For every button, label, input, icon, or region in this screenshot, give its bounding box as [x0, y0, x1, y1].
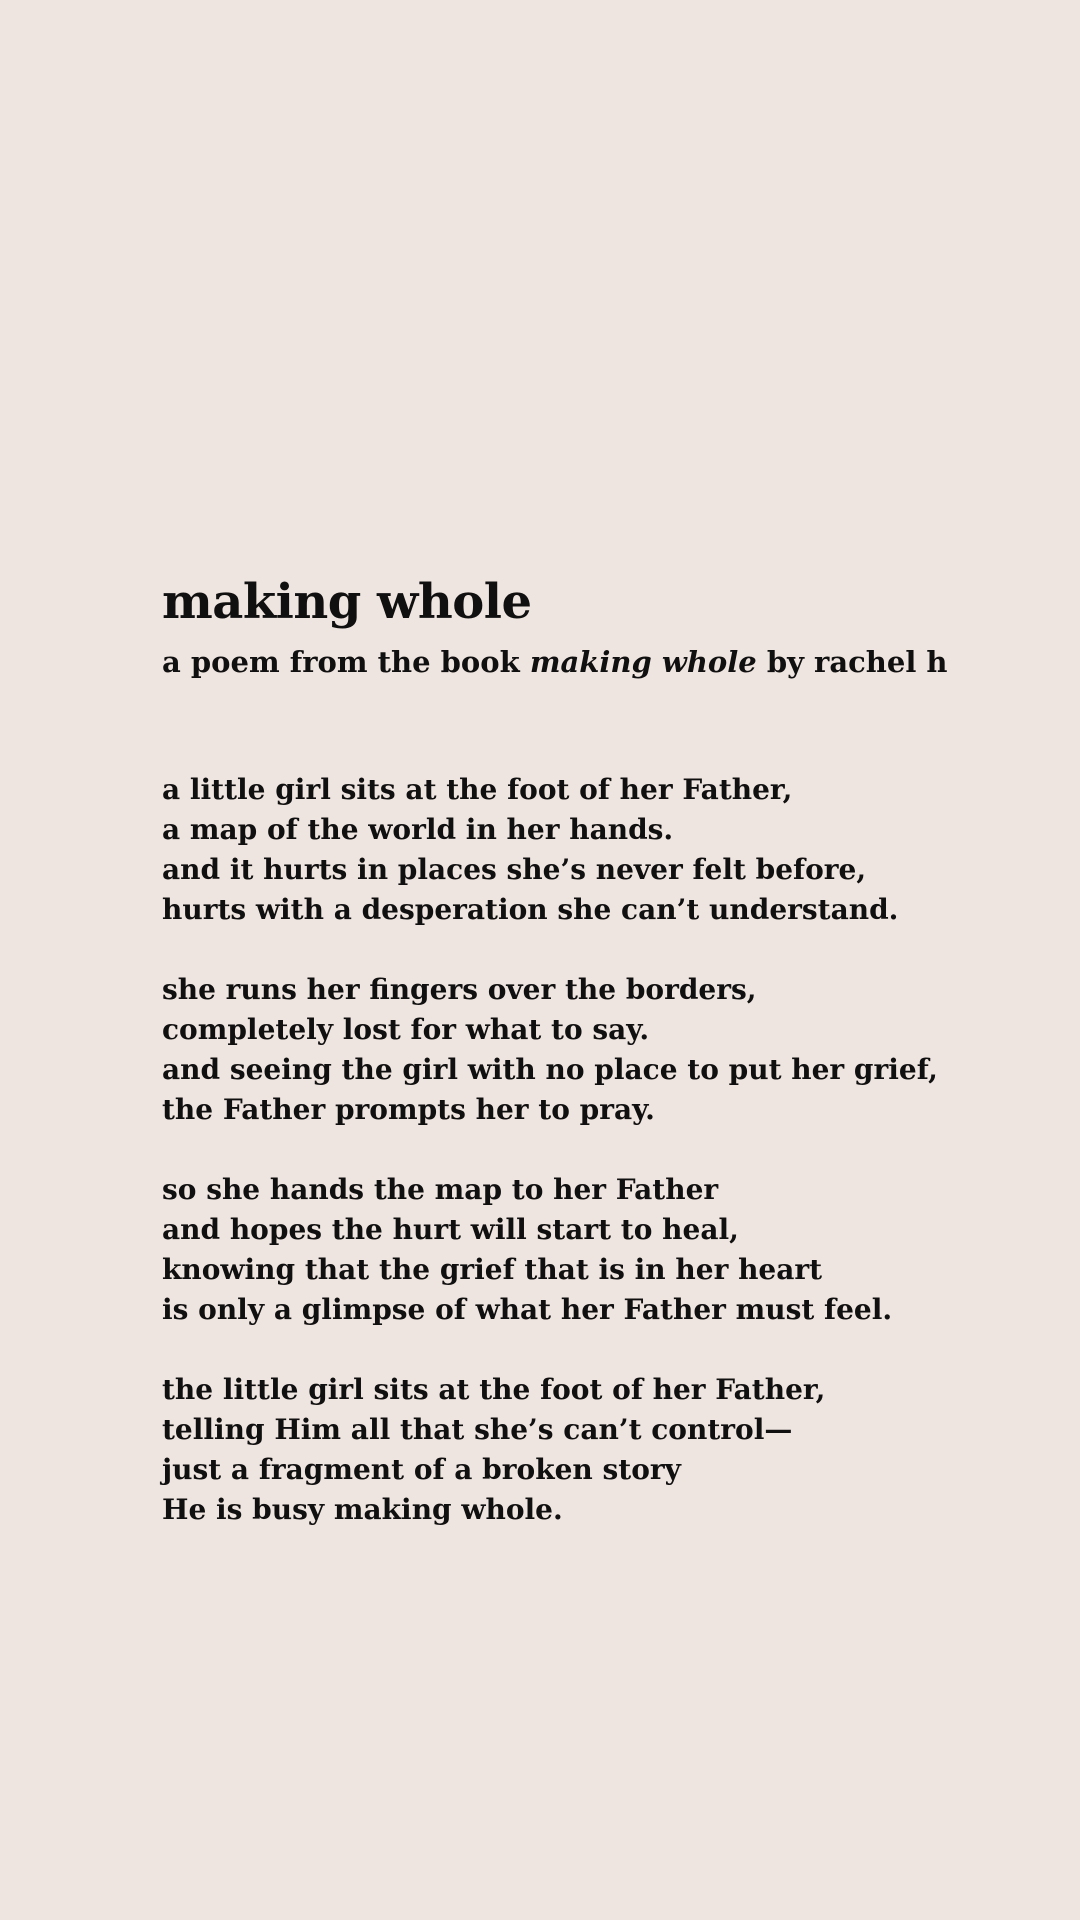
stanza-3 — [162, 1170, 1042, 1330]
poem-line: so she hands the map to her Father — [162, 1173, 719, 1206]
poem-line: and seeing the girl with no place to put her grief, — [162, 1053, 938, 1086]
poem-line: just a fragment of a broken story — [162, 1453, 681, 1486]
poem-line: is only a glimpse of what her Father must feel. — [162, 1293, 893, 1326]
poem-line: and it hurts in places she’s never felt before, — [162, 853, 867, 886]
poem-line: the Father prompts her to pray. — [162, 1093, 655, 1126]
subtitle-prefix: a poem from the book — [162, 645, 520, 679]
poem-page — [162, 570, 1042, 1570]
subtitle-book-title: making whole — [529, 645, 757, 679]
poem-line: the little girl sits at the foot of her Father, — [162, 1373, 826, 1406]
poem-line: hurts with a desperation she can’t understand. — [162, 893, 899, 926]
poem-line: and hopes the hurt will start to heal, — [162, 1213, 739, 1246]
stanza-1 — [162, 770, 1042, 930]
poem-body — [162, 770, 1042, 1530]
subtitle-author: by rachel h — [766, 645, 948, 679]
poem-line: completely lost for what to say. — [162, 1013, 650, 1046]
stanza-4 — [162, 1370, 1042, 1530]
poem-line: a little girl sits at the foot of her Father, — [162, 773, 793, 806]
poem-line: He is busy making whole. — [162, 1493, 563, 1526]
poem-line: a map of the world in her hands. — [162, 813, 674, 846]
poem-title: making whole — [162, 574, 532, 630]
poem-line: telling Him all that she’s can’t control— — [162, 1413, 793, 1446]
stanza-2 — [162, 970, 1042, 1130]
poem-line: she runs her fingers over the borders, — [162, 973, 757, 1006]
poem-line: knowing that the grief that is in her heart — [162, 1253, 823, 1286]
poem-subtitle — [162, 642, 1042, 682]
